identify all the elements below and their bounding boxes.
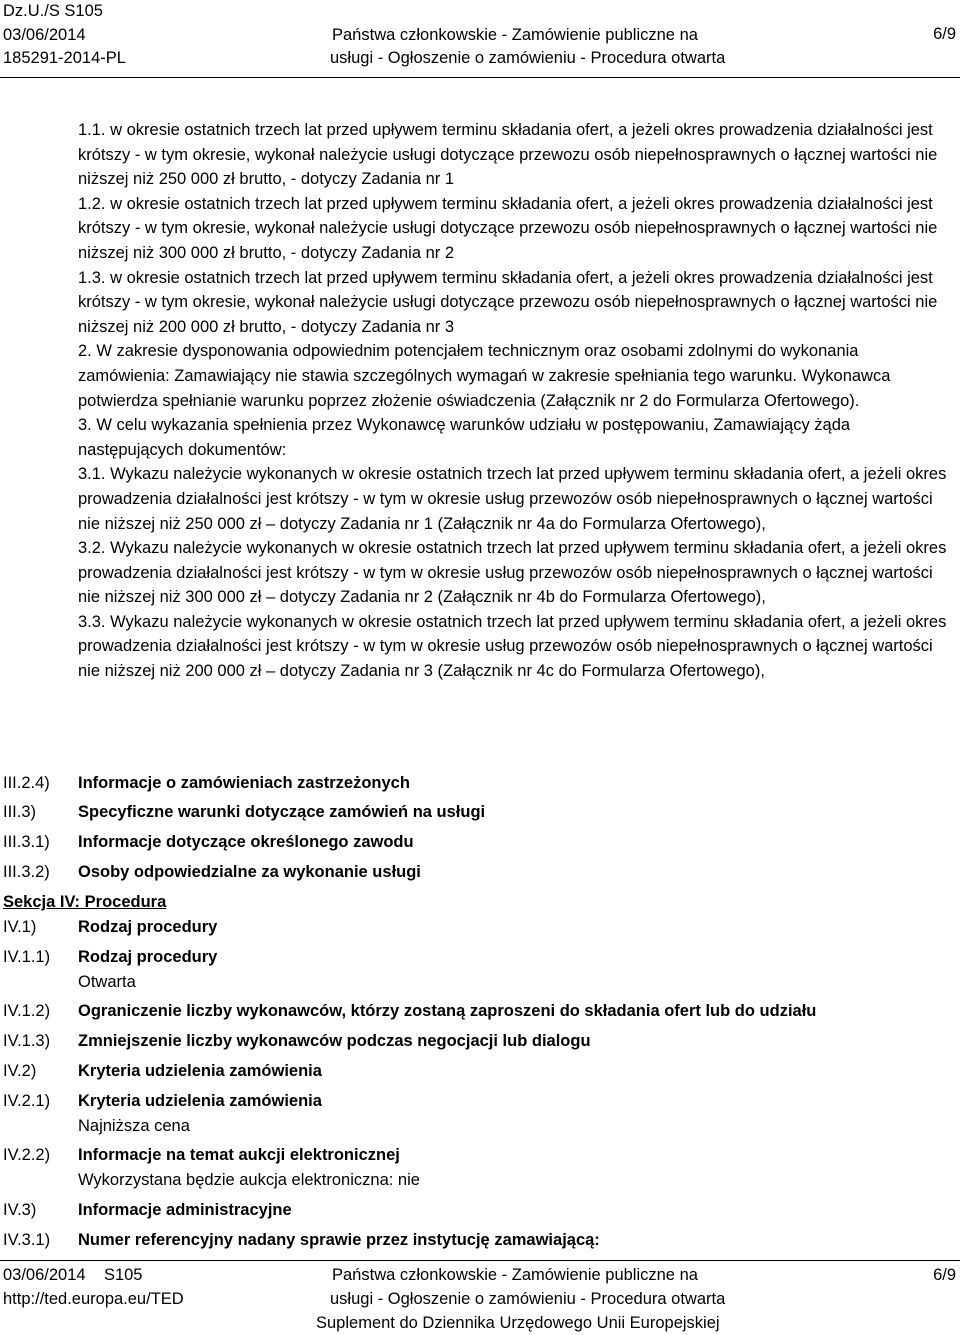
footer-date: 03/06/2014 bbox=[3, 1266, 86, 1284]
section-number: IV.1.2) bbox=[3, 1002, 51, 1020]
footer-title-line2: usługi - Ogłoszenie o zamówieniu - Procedura otwarta bbox=[330, 1290, 726, 1308]
section-iv-heading: Sekcja IV: Procedura bbox=[3, 893, 167, 911]
footer-url-link[interactable]: http://ted.europa.eu/TED bbox=[3, 1290, 184, 1308]
paragraph: 1.2. w okresie ostatnich trzech lat przed upływem terminu składania ofert, a jeżeli okres prowadzenia działalności jest krótszy - w tym okresie, wykonał należycie usługi dotyczące przewozu osób niepełnosprawnych o łącznej wartości nie niższej niż 300 000 zł brutto, - dotyczy Zadania nr 2 bbox=[78, 194, 938, 262]
section-value: Wykorzystana będzie aukcja elektroniczna: nie bbox=[78, 1170, 420, 1189]
section-title: Kryteria udzielenia zamówienia bbox=[78, 1092, 322, 1110]
section-number: IV.2.1) bbox=[3, 1092, 51, 1110]
section-title: Osoby odpowiedzialne za wykonanie usługi bbox=[78, 863, 421, 881]
section-iv-1-2 bbox=[3, 999, 953, 1024]
section-iv-2-1 bbox=[3, 1089, 953, 1138]
section-number: IV.2.2) bbox=[3, 1146, 51, 1164]
section-number: IV.1.1) bbox=[3, 948, 51, 966]
section-iv-2 bbox=[3, 1059, 953, 1084]
header-page-number: 6/9 bbox=[933, 25, 956, 43]
section-number: III.2.4) bbox=[3, 774, 50, 792]
header-divider bbox=[0, 77, 960, 78]
section-number: III.3.1) bbox=[3, 833, 50, 851]
section-number: IV.1.3) bbox=[3, 1032, 51, 1050]
publication-date: 03/06/2014 bbox=[3, 25, 86, 44]
footer-title-line1: Państwa członkowskie - Zamówienie publiczne na bbox=[332, 1266, 698, 1284]
journal-ref: Dz.U./S S105 bbox=[3, 2, 103, 20]
section-iii-3-2 bbox=[3, 860, 953, 885]
section-title: Rodzaj procedury bbox=[78, 948, 218, 966]
header-title-line2: usługi - Ogłoszenie o zamówieniu - Procedura otwarta bbox=[330, 49, 726, 67]
section-number: IV.2) bbox=[3, 1062, 37, 1080]
footer-page-number: 6/9 bbox=[933, 1266, 956, 1284]
section-value: Najniższa cena bbox=[78, 1116, 190, 1135]
section-number: IV.3) bbox=[3, 1201, 37, 1219]
section-value: Otwarta bbox=[78, 972, 136, 991]
header-title bbox=[330, 0, 740, 71]
notice-id: 185291-2014-PL bbox=[3, 49, 126, 67]
paragraph: 2. W zakresie dysponowania odpowiednim potencjałem technicznym oraz osobami zdolnymi do wykonania zamówienia: Zamawiający nie stawia szczególnych wymagań w zakresie spełniania tego warunku. Wykonawca potwierdza spełnianie warunku poprzez złożenie oświadczenia (Załącznik nr 2 do Formularza Ofertowego). bbox=[78, 342, 891, 410]
section-iv-1-3 bbox=[3, 1029, 953, 1054]
section-iii-3 bbox=[3, 800, 953, 825]
section-title: Informacje o zamówieniach zastrzeżonych bbox=[78, 774, 410, 792]
section-iv-3-1 bbox=[3, 1228, 953, 1253]
paragraph: 1.1. w okresie ostatnich trzech lat przed upływem terminu składania ofert, a jeżeli okres prowadzenia działalności jest krótszy - w tym okresie, wykonał należycie usługi dotyczące przewozu osób niepełnosprawnych o łącznej wartości nie niższej niż 250 000 zł brutto, - dotyczy Zadania nr 1 bbox=[78, 121, 938, 189]
footer-title bbox=[316, 1263, 756, 1335]
section-iii-3-1 bbox=[3, 830, 953, 855]
section-iv-2-2 bbox=[3, 1143, 953, 1192]
header-title-line1: Państwa członkowskie - Zamówienie publiczne na bbox=[332, 25, 698, 44]
section-title: Informacje na temat aukcji elektronicznej bbox=[78, 1146, 400, 1164]
paragraph: 3.3. Wykazu należycie wykonanych w okresie ostatnich trzech lat przed upływem terminu składania ofert, a jeżeli okres prowadzenia działalności jest krótszy - w tym w okresie usług przewozów osób niepełnosprawnych o łącznej wartości nie niższej niż 200 000 zł – dotyczy Zadania nr 3 (Załącznik nr 4c do Formularza Ofertowego), bbox=[78, 612, 947, 681]
section-title: Kryteria udzielenia zamówienia bbox=[78, 1062, 322, 1080]
section-iv-3 bbox=[3, 1198, 953, 1223]
footer-title-line3: Suplement do Dziennika Urzędowego Unii Europejskiej bbox=[316, 1314, 720, 1332]
section-number: IV.3.1) bbox=[3, 1231, 51, 1249]
section-title: Informacje administracyjne bbox=[78, 1201, 292, 1219]
header-meta bbox=[3, 0, 126, 71]
section-title: Rodzaj procedury bbox=[78, 918, 218, 936]
section-number: IV.1) bbox=[3, 918, 37, 936]
paragraph: 3.1. Wykazu należycie wykonanych w okresie ostatnich trzech lat przed upływem terminu składania ofert, a jeżeli okres prowadzenia działalności jest krótszy - w tym w okresie usług przewozów osób niepełnosprawnych o łącznej wartości nie niższej niż 250 000 zł – dotyczy Zadania nr 1 (Załącznik nr 4a do Formularza Ofertowego), bbox=[78, 465, 947, 533]
section-iv-1-1 bbox=[3, 945, 953, 994]
section-iii-2-4 bbox=[3, 771, 953, 796]
paragraph: 1.3. w okresie ostatnich trzech lat przed upływem terminu składania ofert, a jeżeli okres prowadzenia działalności jest krótszy - w tym okresie, wykonał należycie usługi dotyczące przewozu osób niepełnosprawnych o łącznej wartości nie niższej niż 200 000 zł brutto, - dotyczy Zadania nr 3 bbox=[78, 268, 938, 336]
footer-series: S105 bbox=[103, 1266, 143, 1284]
section-title: Zmniejszenie liczby wykonawców podczas negocjacji lub dialogu bbox=[78, 1032, 591, 1050]
paragraph: 3.2. Wykazu należycie wykonanych w okresie ostatnich trzech lat przed upływem terminu składania ofert, a jeżeli okres prowadzenia działalności jest krótszy - w tym w okresie usług przewozów osób niepełnosprawnych o łącznej wartości nie niższej niż 300 000 zł – dotyczy Zadania nr 2 (Załącznik nr 4b do Formularza Ofertowego), bbox=[78, 539, 947, 607]
section-iv-1 bbox=[3, 915, 953, 940]
paragraph: 3. W celu wykazania spełnienia przez Wykonawcę warunków udziału w postępowaniu, Zamawiający żąda następujących dokumentów: bbox=[78, 416, 851, 459]
section-title: Specyficzne warunki dotyczące zamówień na usługi bbox=[78, 803, 486, 821]
section-title: Ograniczenie liczby wykonawców, którzy zostaną zaproszeni do składania ofert lub do udziału bbox=[78, 1002, 817, 1020]
section-title: Numer referencyjny nadany sprawie przez instytucję zamawiającą: bbox=[78, 1231, 600, 1249]
conditions-text bbox=[78, 118, 954, 684]
section-title: Informacje dotyczące określonego zawodu bbox=[78, 833, 414, 851]
section-number: III.3) bbox=[3, 803, 37, 821]
footer-divider bbox=[0, 1260, 960, 1261]
section-number: III.3.2) bbox=[3, 863, 50, 881]
footer-meta bbox=[3, 1263, 184, 1311]
